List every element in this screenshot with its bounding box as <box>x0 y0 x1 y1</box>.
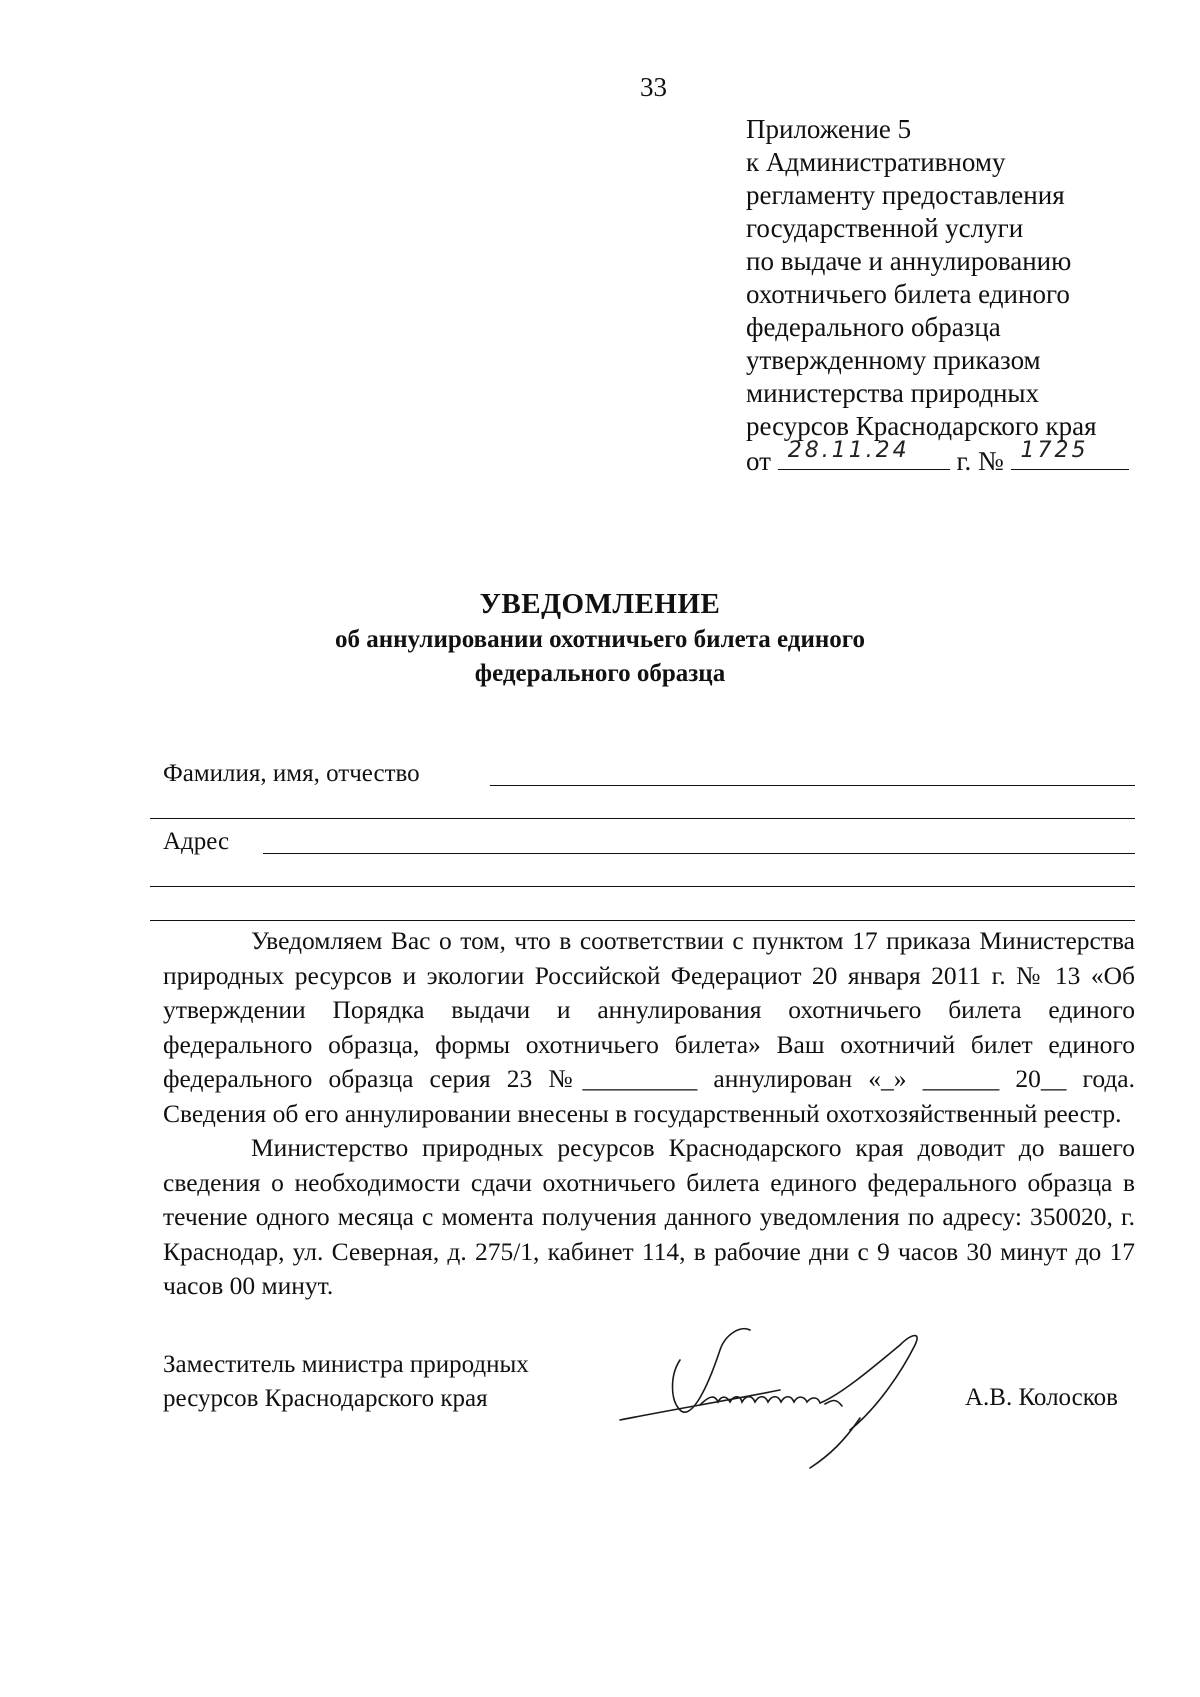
annex-line: государственной услуги <box>746 213 1024 243</box>
body-paragraph-2: Министерство природных ресурсов Краснодарского края доводит до вашего сведения о необходимости сдачи охотничьего билета единого федерального образца в течение одного месяца с момента получения данного уведомления по адресу: 350020, г. Краснодар, ул. Северная, д. 275/1, кабинет 114, в рабочие дни с 9 часов 30 минут до 17 часов 00 минут. <box>163 1133 1135 1300</box>
page-number: 33 <box>640 72 667 102</box>
handwritten-number: 1725 <box>1020 438 1089 463</box>
signatory-position <box>163 1348 529 1416</box>
address-label: Адрес <box>163 828 230 855</box>
number-prefix: г. № <box>956 446 1004 476</box>
annex-line: Приложение 5 <box>746 114 912 144</box>
body-paragraph-1: Уведомляем Вас о том, что в соответствии с пунктом 17 приказа Министерства природных ресурсов и экологии Российской Федерациoт 20 января 2011 г. № 13 «Об утверждении Порядка выдачи и аннулирования охотничьего билета единого федерального образца, формы охотничьего билета» Ваш охотничий билет единого федерального образца серия 23 №_________ аннулирован «_» ______ 20__ года. Сведения об его аннулировании внесены в государственный охотхозяйственный реестр. <box>163 926 1135 1128</box>
document-title: УВЕДОМЛЕНИЕ <box>479 588 721 620</box>
handwritten-signature <box>610 1300 990 1470</box>
position-line-2: ресурсов Краснодарского края <box>163 1385 488 1412</box>
address-line-3 <box>150 920 1135 921</box>
address-line <box>263 853 1135 854</box>
annex-block <box>746 113 1129 478</box>
body-text <box>163 924 1135 1304</box>
annex-line: федерального образца <box>746 312 1001 342</box>
document-subtitle-line2: федерального образца <box>474 660 726 687</box>
fio-label: Фамилия, имя, отчество <box>163 760 420 787</box>
date-field <box>778 438 950 470</box>
date-prefix: от <box>746 446 771 476</box>
annex-line: охотничьего билета единого <box>746 279 1070 309</box>
annex-date-line <box>746 438 1129 478</box>
annex-line: министерства природных <box>746 378 1040 408</box>
handwritten-date: 28.11.24 <box>787 438 910 463</box>
annex-line: утвержденному приказом <box>746 345 1041 375</box>
annex-line: по выдаче и аннулированию <box>746 246 1072 276</box>
position-line-1: Заместитель министра природных <box>163 1351 529 1378</box>
fio-line <box>490 785 1135 786</box>
document-subtitle-line1: об аннулировании охотничьего билета единого <box>334 626 865 653</box>
fio-line-2 <box>150 818 1135 819</box>
annex-line: к Административному <box>746 147 1006 177</box>
address-line-2 <box>150 886 1135 887</box>
signatory-name: А.В. Колосков <box>965 1384 1118 1411</box>
number-field <box>1011 438 1129 470</box>
annex-line: ресурсов Краснодарского края <box>746 411 1097 441</box>
annex-line: регламенту предоставления <box>746 180 1065 210</box>
